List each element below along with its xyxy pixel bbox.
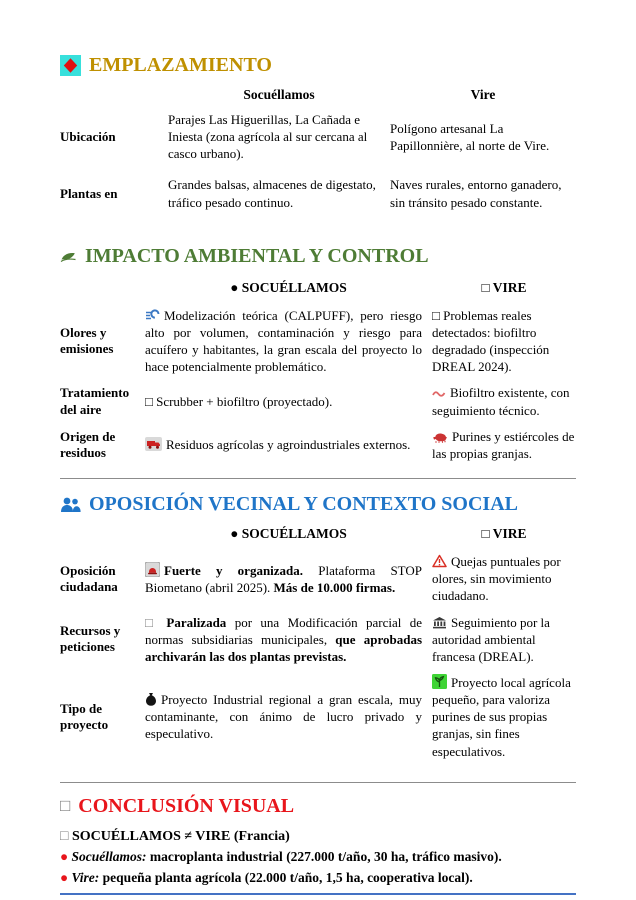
table-row-recursos (60, 614, 576, 665)
row-label: Oposición ciudadana (60, 562, 118, 594)
section-title-text: OPOSICIÓN VECINAL Y CONTEXTO SOCIAL (89, 493, 518, 516)
breeze-icon (432, 389, 446, 399)
plantas-vire-cell: Naves rurales, entorno ganadero, sin tránsito pesado constante. (390, 177, 562, 210)
cell-text: Residuos agrícolas y agroindustriales externos. (166, 437, 411, 453)
ubicacion-vire-cell: Polígono artesanal La Papillonnière, al norte de Vire. (390, 120, 550, 153)
siren-icon (145, 562, 160, 577)
table-row-plantas (60, 176, 576, 210)
section-title-emplazamiento (60, 54, 576, 77)
impacto-table (60, 280, 576, 462)
column-header-socuellamos: ● SOCUÉLLAMOS (230, 279, 347, 295)
section-title-impacto (60, 245, 576, 268)
section-divider (60, 478, 576, 479)
oposicion-socuellamos-cell: Fuerte y organizada. Plataforma STOP Biometano (abril 2025). Más de 10.000 firmas. (145, 562, 423, 595)
warning-icon (432, 554, 447, 568)
table-row-tipo (60, 674, 576, 760)
table-row-olores (60, 307, 576, 376)
conclusion-bullet-socuellamos: ● Socuéllamos: macroplanta industrial (227.000 t/año, 30 ha, tráfico masivo). (60, 849, 502, 865)
tipo-vire-cell: Proyecto local agrícola pequeño, para valoriza purines de sus propias granjas, sin fines especulativos. (432, 674, 571, 759)
missing-glyph-box-icon: □ (60, 796, 71, 816)
conclusion-bullet-vire: ● Vire: pequeña planta agrícola (22.000 t/año, 1,5 ha, cooperativa local). (60, 870, 473, 886)
table-row-ubicacion (60, 111, 576, 162)
cell-text: Biofiltro existente, con seguimiento técnico. (432, 385, 570, 418)
olores-vire-cell: □ Problemas reales detectados: biofiltro degradado (inspección DREAL 2024). (432, 307, 550, 375)
money-bag-icon (145, 692, 157, 706)
table-row-residuos (60, 428, 576, 462)
cell-text: Purines y estiércoles de las propias granjas. (432, 428, 575, 461)
section-title-text: EMPLAZAMIENTO (89, 54, 272, 76)
people-icon (60, 496, 81, 513)
bank-icon (432, 616, 447, 629)
social-table (60, 526, 576, 760)
row-label: Tratamiento del aire (60, 385, 130, 417)
tratamiento-socuellamos-cell: □ Scrubber + biofiltro (proyectado). (145, 393, 333, 409)
column-header-vire: □ VIRE (481, 526, 527, 542)
pig-icon (432, 432, 448, 443)
plantas-socuellamos-cell: Grandes balsas, almacenes de digestato, tráfico pesado continuo. (168, 177, 376, 210)
tipo-socuellamos-cell: Proyecto Industrial regional a gran escala, muy contaminante, con ánimo de lucro privado y especulativo. (145, 692, 422, 742)
column-header-vire: □ VIRE (481, 279, 527, 295)
olores-socuellamos-cell (145, 307, 432, 376)
oposicion-vire-cell: Quejas puntuales por olores, sin movimiento ciudadano. (432, 554, 561, 604)
row-label: Tipo de proyecto (60, 700, 109, 732)
row-label: Ubicación (60, 128, 116, 144)
ubicacion-socuellamos-cell: Parajes Las Higuerillas, La Cañada e Iniesta (zona agrícola al sur cercana al casco urbano). (168, 112, 368, 162)
section-title-text: IMPACTO AMBIENTAL Y CONTROL (85, 244, 429, 267)
table-row-tratamiento (60, 384, 576, 418)
row-label: Recursos y peticiones (60, 622, 121, 655)
residuos-vire-cell (432, 428, 576, 462)
leaf-icon (60, 249, 77, 264)
plant-icon (432, 674, 447, 689)
residuos-socuellamos-cell (145, 436, 432, 453)
section-title-social (60, 493, 576, 516)
cell-text: Modelización teórica (CALPUFF), pero riesgo alto por volumen, contaminación y riesgo para acuífero y habitantes, la gran escala del proyecto lo hace potencialmente problemático. (145, 307, 422, 375)
recursos-vire-cell: Seguimiento por la autoridad ambiental francesa (DREAL). (432, 614, 550, 664)
column-header-socuellamos: Socuéllamos (243, 87, 315, 102)
wind-icon (145, 309, 160, 322)
bottom-blue-rule (60, 893, 576, 895)
section-title-conclusion (60, 795, 576, 818)
section-divider (60, 782, 576, 783)
truck-icon (145, 437, 162, 451)
row-label: Olores y emisiones (60, 324, 114, 357)
section-title-text: CONCLUSIÓN VISUAL (78, 794, 295, 817)
conclusion-headline: □ SOCUÉLLAMOS ≠ VIRE (Francia) (60, 828, 290, 844)
row-label: Origen de residuos (60, 428, 116, 460)
column-header-socuellamos: ● SOCUÉLLAMOS (230, 526, 347, 542)
table-row-oposicion (60, 553, 576, 604)
tratamiento-vire-cell (432, 384, 576, 418)
diamond-icon (60, 55, 81, 76)
recursos-socuellamos-cell: □ Paralizada por una Modificación parcial de normas subsidiarias municipales, que aprobadas archivarán las dos plantas previstas. (145, 614, 423, 664)
emplazamiento-table (60, 87, 576, 211)
row-label: Plantas en (60, 185, 118, 201)
column-header-vire: Vire (470, 87, 496, 102)
